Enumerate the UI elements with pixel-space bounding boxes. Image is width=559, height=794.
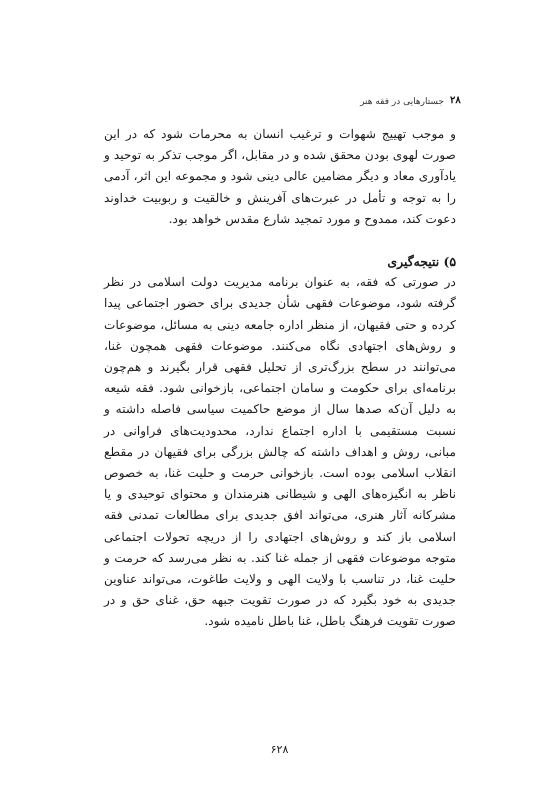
footer-page-number: ۶۲۸: [270, 743, 289, 756]
section-heading: ۵) نتیجه‌گیری: [387, 254, 456, 270]
header-page-number: ٢٨: [450, 95, 461, 106]
body-text: [104, 124, 456, 633]
running-header-title: جستارهایی در فقه هنر: [360, 97, 444, 107]
conclusion-paragraph: در صورتی که فقه، به عنوان برنامه مدیریت دولت اسلامی در نظر گرفته شود، موضوعات فقهی شأن جدیدی برای حضور اجتماعی پیدا کرده و حتی فقیهان، از منظر اداره جامعه دینی به مسائل، موضوعات و روش‌های اجتهادی نگاه می‌کنند. موضوعات فقهی همچون غنا، می‌توانند در سطح بزرگ‌تری از تحلیل فقهی قرار بگیرند و هم‌چون برنامه‌ای برای حکومت و سامان اجتماعی، بازخوانی شود. فقه شیعه به دلیل آن‌که صدها سال از موضع حاکمیت سیاسی فاصله داشته و نسبت مستقیمی با اداره اجتماع ندارد، محدودیت‌های فراوانی در مبانی، روش و اهداف داشته که چالش بزرگی برای فقیهان در مقطع انقلاب اسلامی بوده است. بازخوانی حرمت و حلیت غنا، به خصوص ناظر به انگیزه‌های الهی و شیطانی هنرمندان و محتوای توحیدی و یا مشرکانه آثار هنری، می‌تواند افق جدیدی برای مطالعات تمدنی فقه اسلامی باز کند و روش‌های اجتهادی را از دریچه تحولات اجتماعی متوجه موضوعات فقهی از جمله غنا کند. به نظر می‌رسد که حرمت و حلیت غنا، در تناسب با ولایت الهی و ولایت طاغوت، می‌تواند عناوین جدیدی به خود بگیرد که در صورت تقویت جبهه حق، غنای حق و در صورت تقویت فرهنگ باطل، غنا باطل نامیده شود.: [104, 275, 456, 629]
intro-paragraph: و موجب تهییج شهوات و ترغیب انسان به محرمات شود که در این صورت لهوی بودن محقق شده و در مقابل، اگر موجب تذکر به توحید و یادآوری معاد و دیگر مضامین عالی دینی شود و مجموعه این اثر، آدمی را به توجه و تأمل در عبرت‌های آفرینش و خالقیت و ربوبیت خداوند دعوت کند، ممدوح و مورد تمجید شارع مقدس خواهد بود.: [104, 127, 456, 226]
